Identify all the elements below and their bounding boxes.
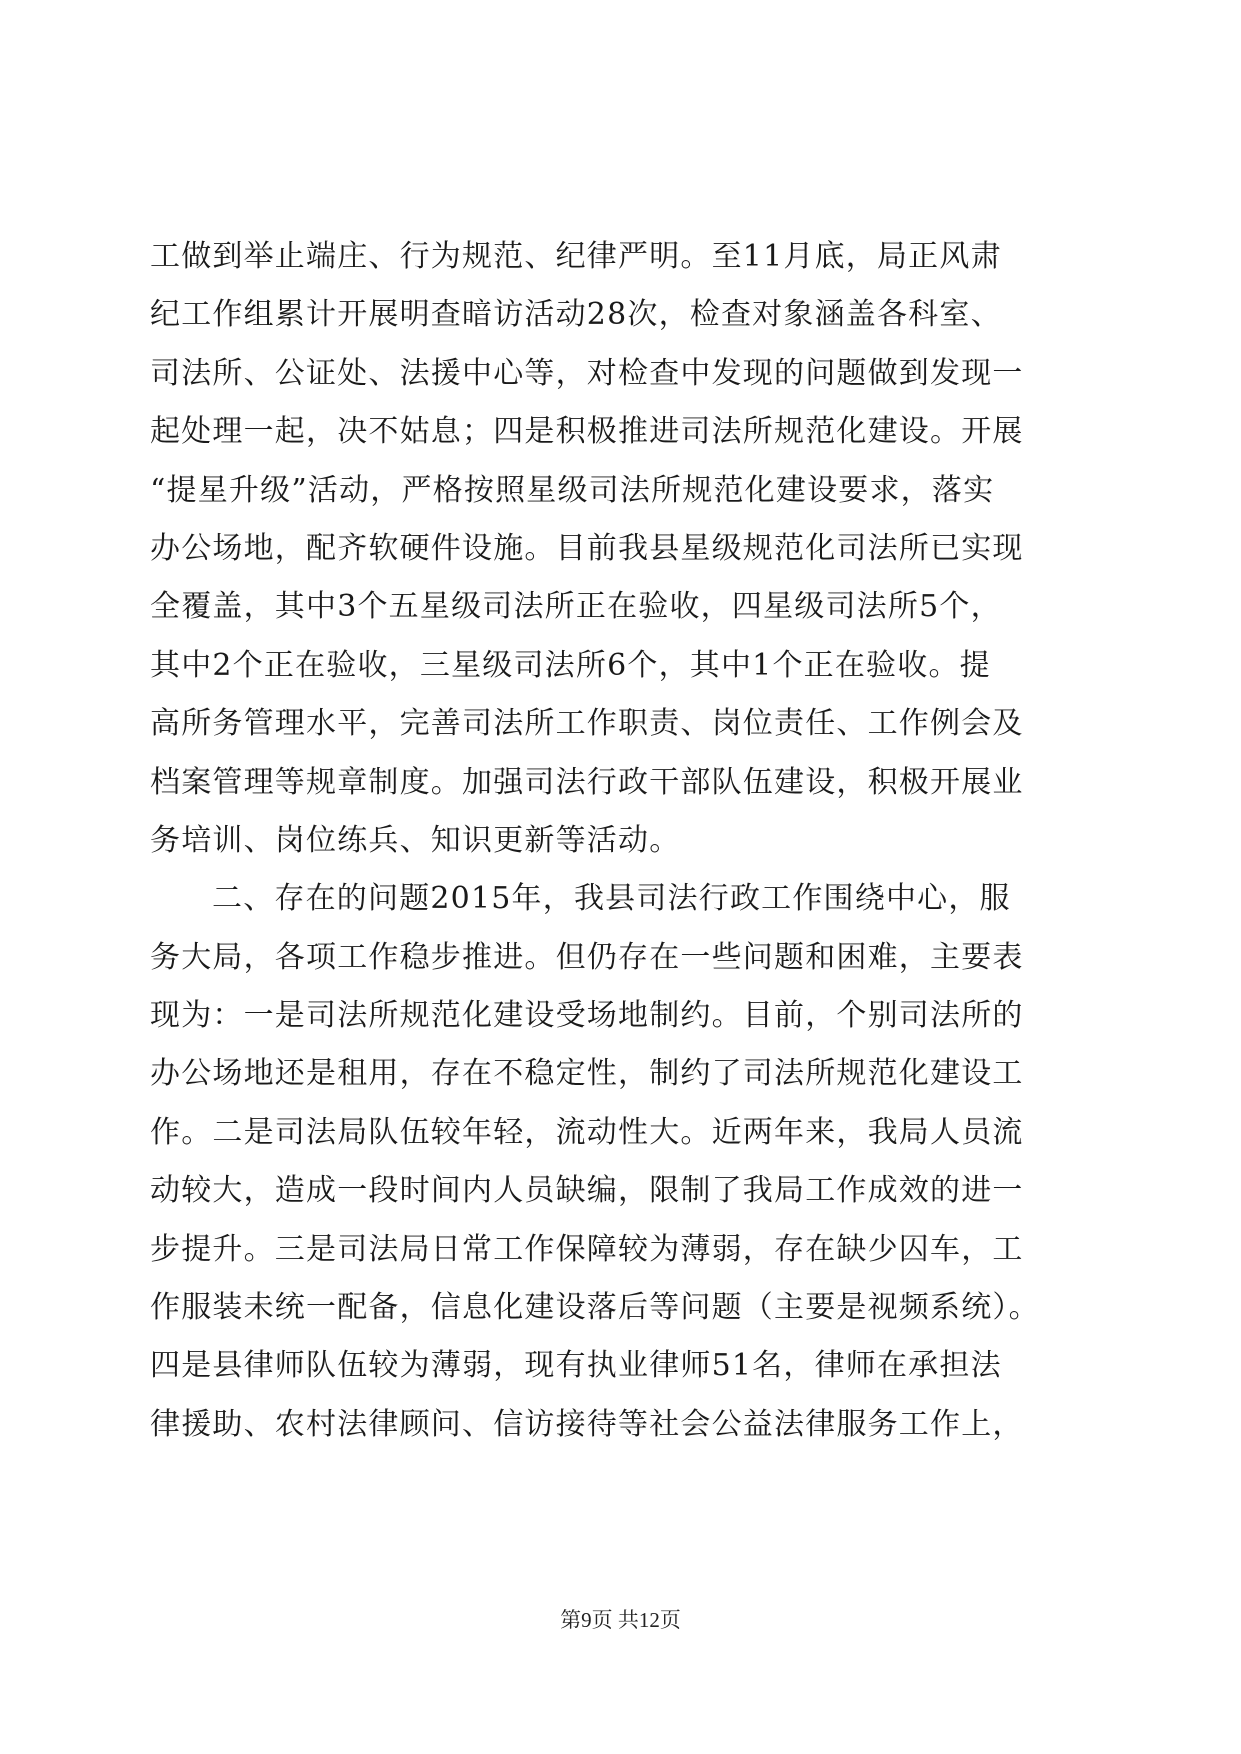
body-text [150, 228, 1110, 1454]
page-number-footer: 第9页 共12页 [560, 1608, 681, 1632]
paragraph-start-line: 二、存在的问题2015年，我县司法行政工作围绕中心，服 [212, 881, 1011, 917]
text-line: 务大局，各项工作稳步推进。但仍存在一些问题和困难，主要表 [150, 939, 1024, 975]
text-line: 务培训、岗位练兵、知识更新等活动。 [150, 822, 681, 858]
text-line: 起处理一起，决不姑息；四是积极推进司法所规范化建设。开展 [150, 414, 1024, 450]
text-line: 作。二是司法局队伍较年轻，流动性大。近两年来，我局人员流 [150, 1114, 1024, 1150]
text-line: 步提升。三是司法局日常工作保障较为薄弱，存在缺少囚车，工 [150, 1231, 1024, 1267]
text-line: 动较大，造成一段时间内人员缺编，限制了我局工作成效的进一 [150, 1173, 1024, 1209]
text-line: 工做到举止端庄、行为规范、纪律严明。至11月底，局正风肃 [150, 239, 1002, 274]
text-line: “提星升级”活动，严格按照星级司法所规范化建设要求，落实 [150, 472, 995, 508]
text-line: 其中2个正在验收，三星级司法所6个，其中1个正在验收。提 [150, 647, 991, 683]
text-line: 司法所、公证处、法援中心等，对检查中发现的问题做到发现一 [150, 355, 1024, 391]
text-line: 办公场地，配齐软硬件设施。目前我县星级规范化司法所已实现 [150, 530, 1024, 566]
text-line: 现为：一是司法所规范化建设受场地制约。目前，个别司法所的 [150, 998, 1024, 1034]
text-line: 作服装未统一配备，信息化建设落后等问题（主要是视频系统）。 [150, 1290, 1040, 1326]
text-line: 四是县律师队伍较为薄弱，现有执业律师51名，律师在承担法 [150, 1348, 1002, 1384]
text-line: 高所务管理水平，完善司法所工作职责、岗位责任、工作例会及 [150, 706, 1024, 742]
text-line: 全覆盖，其中3个五星级司法所正在验收，四星级司法所5个， [150, 589, 1002, 625]
text-line: 纪工作组累计开展明查暗访活动28次，检查对象涵盖各科室、 [150, 297, 1002, 333]
text-line: 办公场地还是租用，存在不稳定性，制约了司法所规范化建设工 [150, 1056, 1024, 1092]
text-line: 档案管理等规章制度。加强司法行政干部队伍建设，积极开展业 [150, 764, 1024, 800]
text-line: 律援助、农村法律顾问、信访接待等社会公益法律服务工作上， [150, 1406, 1024, 1442]
